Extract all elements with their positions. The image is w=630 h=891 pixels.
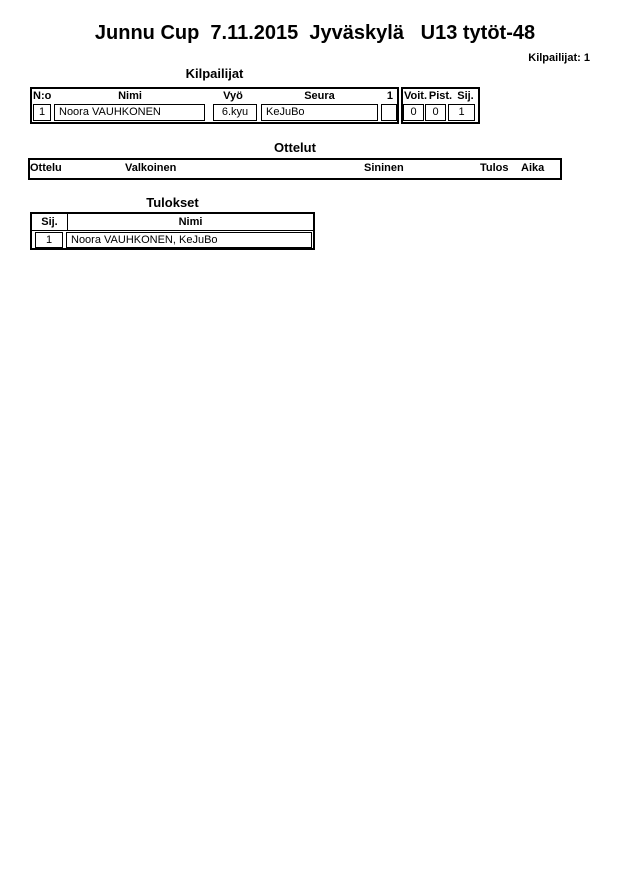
page-title: Junnu Cup 7.11.2015 Jyväskylä U13 tytöt-48 [94,22,536,44]
column-header-nimi: Nimi [178,216,203,228]
cell-vyo: 6.kyu [213,104,257,121]
column-header-nimi: Nimi [118,90,142,102]
cell-pist: 0 [425,104,446,121]
competitors-table [30,87,399,124]
cell-sij: 1 [448,104,475,121]
cell-seura: KeJuBo [261,104,378,121]
column-header-no: N:o [33,90,52,102]
header-underline [32,230,313,231]
column-header-bracket: 1 [386,90,393,102]
column-header-aika: Aika [521,162,545,174]
cell-no: 1 [33,104,51,121]
column-header-sij: Sij. [457,90,474,102]
competitors-count: Kilpailijat: 1 [528,52,590,64]
cell-nimi: Noora VAUHKONEN, KeJuBo [66,232,312,248]
column-header-tulos: Tulos [480,162,509,174]
column-header-sij: Sij. [41,216,58,228]
section-title-tulokset: Tulokset [146,195,199,210]
column-header-sininen: Sininen [364,162,404,174]
results-table [30,212,315,250]
competitors-stats-table [401,87,480,124]
cell-bracket [381,104,397,121]
column-header-vyo: Vyö [223,90,243,102]
column-header-pist: Pist. [428,90,453,102]
column-header-valkoinen: Valkoinen [125,162,177,174]
column-header-ottelu: Ottelu [30,162,62,174]
matches-table [28,158,562,180]
column-header-seura: Seura [304,90,335,102]
section-title-kilpailijat: Kilpailijat [185,66,244,81]
section-title-ottelut: Ottelut [274,140,316,155]
cell-nimi: Noora VAUHKONEN [54,104,205,121]
cell-sij: 1 [35,232,63,248]
cell-voit: 0 [403,104,424,121]
column-header-voit: Voit. [403,90,427,102]
